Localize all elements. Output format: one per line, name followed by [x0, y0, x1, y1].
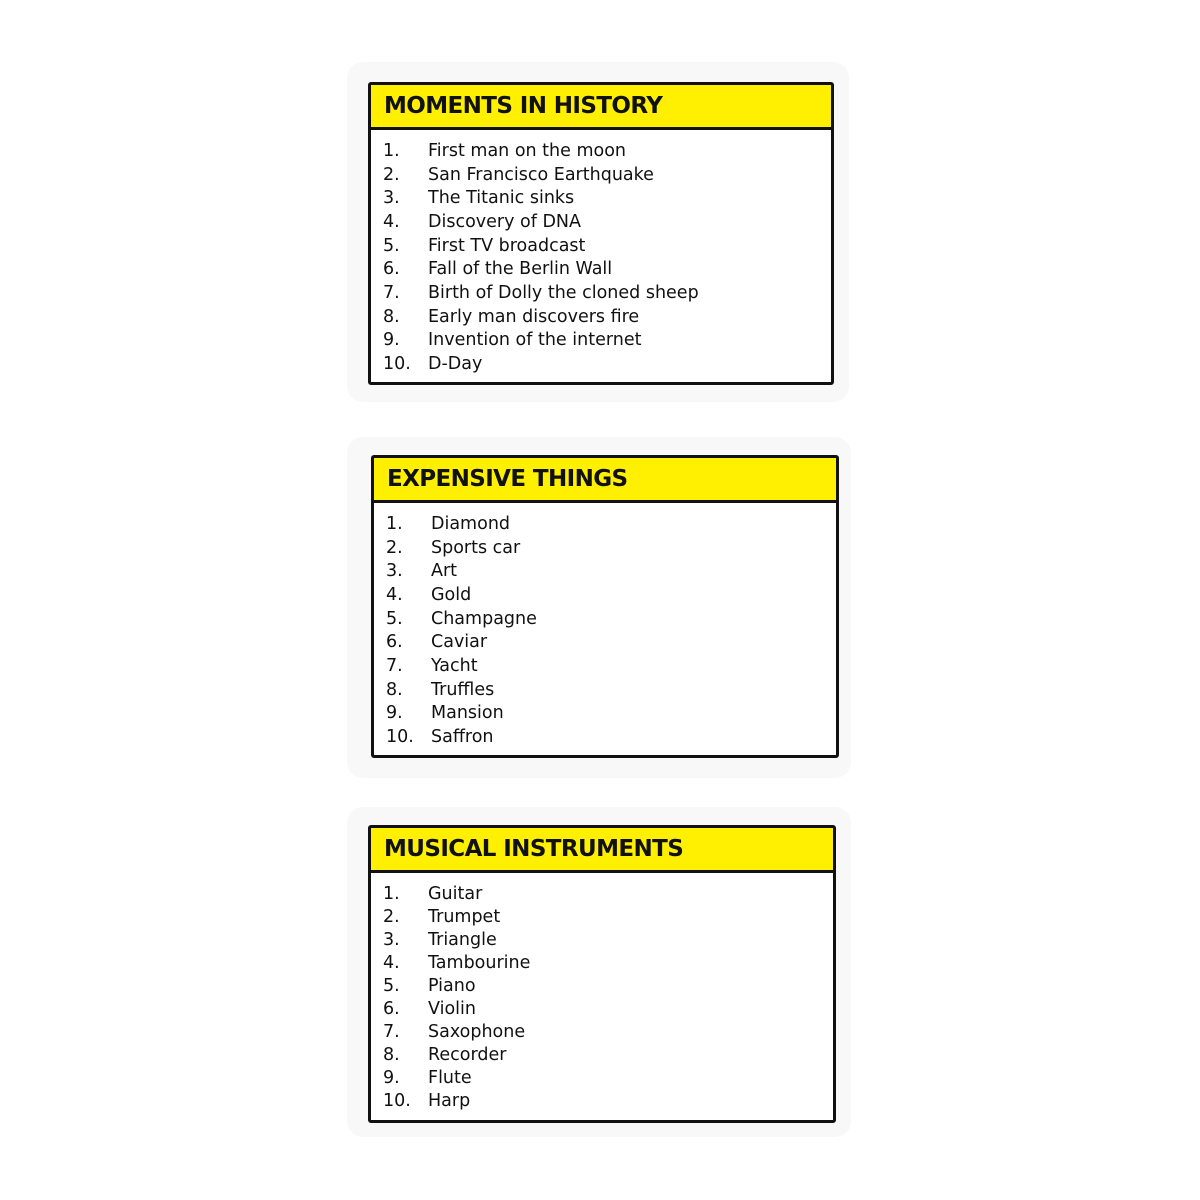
- item-number: 4.: [383, 211, 400, 232]
- list-item: [386, 725, 836, 749]
- item-number: 10.: [383, 1091, 411, 1112]
- item-number: 7.: [386, 655, 403, 676]
- item-text: Triangle: [428, 929, 497, 950]
- category-panel: [368, 825, 836, 1123]
- category-header: [374, 458, 836, 503]
- category-list: [371, 873, 833, 1113]
- item-text: The Titanic sinks: [428, 188, 575, 209]
- category-title: MOMENTS IN HISTORY: [384, 93, 663, 119]
- item-number: 1.: [383, 883, 400, 904]
- item-text: Discovery of DNA: [428, 211, 581, 232]
- item-text: Early man discovers fire: [428, 306, 640, 327]
- item-text: Diamond: [431, 513, 511, 534]
- item-number: 6.: [386, 632, 403, 653]
- category-header: [371, 85, 831, 130]
- item-number: 6.: [383, 999, 400, 1020]
- item-text: Fall of the Berlin Wall: [428, 259, 613, 280]
- category-panel: [368, 82, 834, 385]
- item-number: 10.: [386, 727, 414, 748]
- item-number: 4.: [383, 952, 400, 973]
- item-text: Champagne: [431, 608, 537, 629]
- list-item: [383, 329, 831, 353]
- item-number: 1.: [386, 513, 403, 534]
- item-number: 2.: [383, 906, 400, 927]
- list-item: [386, 702, 836, 726]
- item-text: Gold: [431, 584, 472, 605]
- item-text: Saxophone: [428, 1022, 526, 1043]
- item-text: Guitar: [428, 883, 483, 904]
- item-text: Caviar: [431, 632, 488, 653]
- category-list: [371, 130, 831, 376]
- item-number: 4.: [386, 584, 403, 605]
- list-item: [383, 234, 831, 258]
- list-item: [383, 163, 831, 187]
- item-text: D-Day: [428, 354, 483, 375]
- item-text: First man on the moon: [428, 140, 627, 161]
- item-text: Violin: [428, 999, 476, 1020]
- item-number: 2.: [386, 537, 403, 558]
- item-number: 5.: [386, 608, 403, 629]
- item-number: 9.: [383, 330, 400, 351]
- category-title: EXPENSIVE THINGS: [387, 466, 628, 492]
- item-text: Yacht: [431, 655, 478, 676]
- list-item: [386, 583, 836, 607]
- item-text: Harp: [428, 1091, 471, 1112]
- list-item: [383, 186, 831, 210]
- list-item: [386, 512, 836, 536]
- item-text: First TV broadcast: [428, 235, 586, 256]
- list-item: [383, 882, 833, 905]
- item-number: 7.: [383, 1022, 400, 1043]
- list-item: [383, 951, 833, 974]
- item-number: 5.: [383, 975, 400, 996]
- item-number: 8.: [383, 306, 400, 327]
- item-text: Art: [431, 561, 458, 582]
- list-item: [383, 352, 831, 376]
- item-number: 9.: [383, 1068, 400, 1089]
- list-item: [386, 678, 836, 702]
- category-title: MUSICAL INSTRUMENTS: [384, 836, 684, 862]
- item-number: 5.: [383, 235, 400, 256]
- item-text: Tambourine: [428, 952, 531, 973]
- list-item: [383, 1044, 833, 1067]
- category-header: [371, 828, 833, 873]
- item-text: Trumpet: [428, 906, 501, 927]
- list-item: [383, 210, 831, 234]
- item-text: Birth of Dolly the cloned sheep: [428, 282, 699, 303]
- item-text: Sports car: [431, 537, 521, 558]
- list-item: [383, 1021, 833, 1044]
- list-item: [386, 536, 836, 560]
- list-item: [386, 630, 836, 654]
- item-text: Invention of the internet: [428, 330, 642, 351]
- item-number: 8.: [383, 1045, 400, 1066]
- list-item: [383, 997, 833, 1020]
- item-number: 7.: [383, 282, 400, 303]
- item-number: 3.: [383, 188, 400, 209]
- item-number: 2.: [383, 164, 400, 185]
- list-item: [386, 607, 836, 631]
- item-text: Saffron: [431, 727, 494, 748]
- item-text: Flute: [428, 1068, 472, 1089]
- list-item: [383, 139, 831, 163]
- item-number: 3.: [386, 561, 403, 582]
- item-text: Mansion: [431, 703, 504, 724]
- item-number: 8.: [386, 679, 403, 700]
- category-list: [374, 503, 836, 749]
- item-number: 6.: [383, 259, 400, 280]
- list-item: [386, 654, 836, 678]
- item-number: 10.: [383, 354, 411, 375]
- list-item: [383, 1067, 833, 1090]
- list-item: [383, 928, 833, 951]
- list-item: [383, 1090, 833, 1113]
- list-item: [383, 905, 833, 928]
- list-item: [383, 305, 831, 329]
- item-text: San Francisco Earthquake: [428, 164, 654, 185]
- list-item: [383, 281, 831, 305]
- list-item: [383, 974, 833, 997]
- list-item: [386, 559, 836, 583]
- item-number: 9.: [386, 703, 403, 724]
- item-text: Recorder: [428, 1045, 507, 1066]
- item-number: 1.: [383, 140, 400, 161]
- category-panel: [371, 455, 839, 758]
- item-text: Truffles: [431, 679, 495, 700]
- item-number: 3.: [383, 929, 400, 950]
- item-text: Piano: [428, 975, 476, 996]
- list-item: [383, 257, 831, 281]
